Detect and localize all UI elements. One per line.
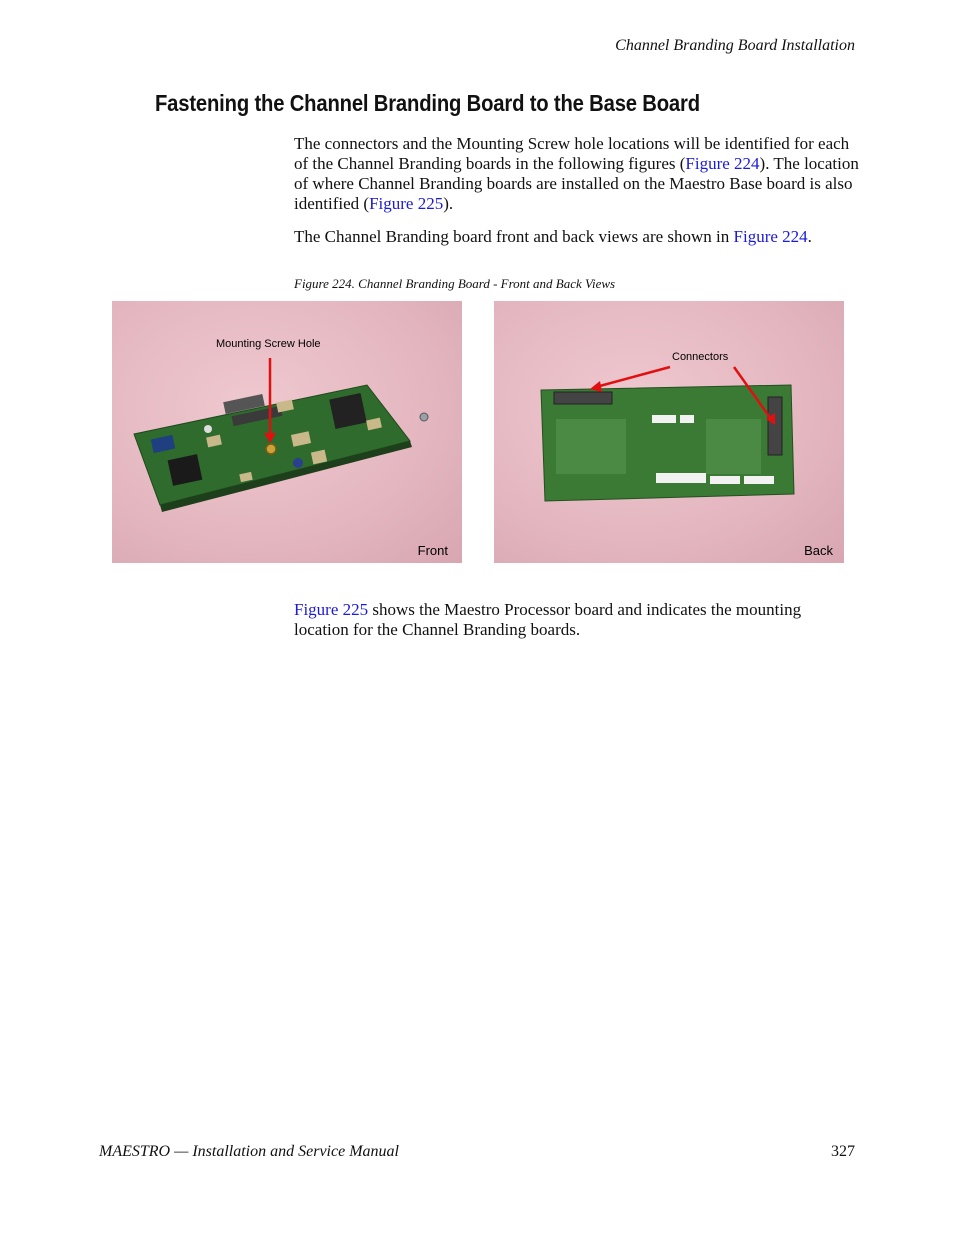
connector bbox=[768, 397, 782, 455]
running-header: Channel Branding Board Installation bbox=[615, 37, 855, 54]
paragraph-text: ). bbox=[443, 194, 454, 213]
figure-225-link[interactable]: Figure 225 bbox=[294, 600, 369, 619]
silkscreen-area bbox=[706, 419, 761, 474]
figure-224-link[interactable]: Figure 224 bbox=[733, 227, 808, 246]
paragraph-figure-225 bbox=[294, 600, 859, 640]
figure-caption: Figure 224. Channel Branding Board - Front and Back Views bbox=[294, 276, 616, 291]
page-number: 327 bbox=[831, 1143, 855, 1160]
capacitor bbox=[204, 425, 212, 433]
barcode-label bbox=[680, 415, 694, 423]
back-label: Back bbox=[804, 543, 833, 558]
paragraph-text: The connectors and the Mounting Screw hole locations will be identified for each of the Channel Branding boards in the following figures ( bbox=[294, 134, 850, 173]
barcode-label bbox=[744, 476, 774, 484]
mounting-hole bbox=[266, 444, 276, 454]
barcode-label bbox=[656, 473, 706, 483]
mounting-screw-hole-callout: Mounting Screw Hole bbox=[216, 338, 321, 350]
paragraph-text: shows the Maestro Processor board and indicates the mounting location for the Channel Branding boards. bbox=[294, 600, 802, 639]
front-view-photo bbox=[112, 301, 462, 563]
back-view-photo bbox=[494, 301, 844, 563]
back-board-illustration bbox=[494, 301, 844, 563]
section-title: Fastening the Channel Branding Board to the Base Board bbox=[155, 90, 700, 116]
barcode-label bbox=[710, 476, 740, 484]
front-label: Front bbox=[417, 543, 448, 558]
paragraph-text: . bbox=[807, 227, 812, 246]
paragraph-text: ). The location of where Channel Branding boards are installed on the Maestro Base board is also identified ( bbox=[294, 154, 859, 213]
barcode-label bbox=[652, 415, 676, 423]
silkscreen-area bbox=[556, 419, 626, 474]
paragraph-views bbox=[294, 227, 859, 247]
callout-arrow bbox=[596, 367, 670, 387]
connector bbox=[554, 392, 612, 404]
paragraph-intro bbox=[294, 134, 859, 214]
connectors-callout: Connectors bbox=[672, 351, 729, 363]
loose-screw bbox=[420, 413, 428, 421]
paragraph-text: The Channel Branding board front and back views are shown in bbox=[294, 227, 734, 246]
figure-225-link[interactable]: Figure 225 bbox=[369, 194, 444, 213]
running-footer: MAESTRO — Installation and Service Manual bbox=[99, 1143, 399, 1160]
capacitor bbox=[293, 458, 303, 468]
figure-224-link[interactable]: Figure 224 bbox=[685, 154, 760, 173]
